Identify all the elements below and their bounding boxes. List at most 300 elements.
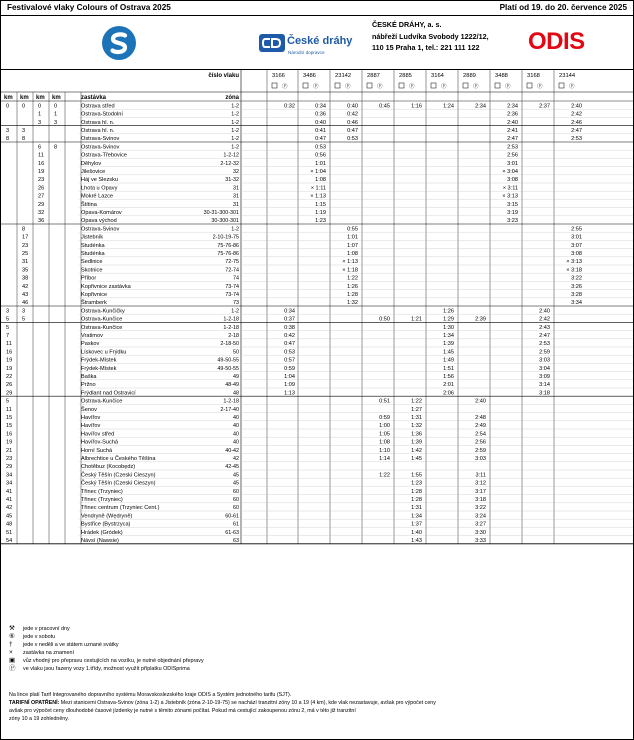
hammers-icon: ⚒ [9, 625, 15, 632]
tariff-note-line4: zóny 10 a 19 zohledněny. [9, 716, 69, 722]
legend-item [9, 633, 204, 641]
km-value: 42 [6, 505, 13, 512]
stop-name: Ostrava hl. n. [81, 119, 115, 126]
legend-item [9, 657, 204, 665]
km-value: 3 [6, 128, 10, 134]
zone-value: 48-49 [225, 382, 239, 389]
stop-name: Štramberk [81, 300, 107, 307]
departure-time: 2:47 [539, 333, 550, 339]
stop-name: Lhota u Opavy [81, 185, 118, 192]
km-value: 38 [22, 275, 29, 282]
class1-icon: Ⓟ [569, 84, 575, 90]
legend-text: vůz vhodný pro přepravu cestujících na vozíku, je nutné objednání přepravy [23, 658, 204, 664]
departure-time: 3:33 [475, 538, 486, 544]
stop-name: Sedlnice [81, 259, 103, 266]
departure-time: 1:14 [379, 456, 390, 462]
stop-name: Skotnice [81, 267, 103, 274]
class1-icon: Ⓟ [377, 84, 383, 90]
stop-name: Český Těšín (Czeski Cieszyn) [81, 472, 156, 479]
wheelchair-icon [527, 83, 532, 88]
class1-icon: Ⓟ [313, 84, 319, 90]
km-value: 6 [38, 144, 42, 151]
legend [9, 625, 204, 673]
train-number: 2885 [399, 73, 412, 79]
zone-value: 2-18 [228, 333, 239, 339]
departure-time: 3:19 [507, 210, 518, 216]
stop-name: Třinec (Trzyniec) [81, 488, 123, 495]
stop-name: Vratimov [81, 333, 103, 339]
departure-time: 2:47 [507, 136, 518, 143]
departure-time: × 1:11 [310, 185, 326, 192]
zone-value: 73 [233, 300, 239, 307]
zone-value: 1-2 [231, 128, 239, 134]
stop-name: Ostrava-Kunčice [81, 398, 123, 405]
departure-time: 0:40 [315, 119, 326, 126]
km-value: 46 [22, 300, 29, 307]
zone-value: 31 [233, 193, 239, 200]
stop-name: Hrádek (Gródek) [81, 529, 123, 536]
departure-time: 1:05 [379, 431, 390, 438]
departure-time: 2:43 [539, 324, 550, 331]
km-value: 36 [38, 218, 45, 225]
departure-time: 3:03 [539, 357, 550, 364]
km-value: 45 [6, 513, 13, 520]
departure-time: 1:08 [315, 177, 326, 184]
zone-value: 72-75 [225, 259, 239, 266]
departure-time: 1:43 [411, 538, 422, 544]
departure-time: 0:42 [347, 111, 358, 118]
stop-name: Bystřice (Bystrzyca) [81, 521, 131, 528]
km-header: km [52, 95, 61, 101]
stop-name: Ostrava-Třebovice [81, 152, 128, 159]
km-value: 5 [6, 316, 10, 323]
zone-value: 31 [233, 185, 239, 192]
departure-time: 2:56 [475, 439, 486, 446]
legend-item [9, 649, 204, 657]
km-value: 29 [38, 201, 45, 208]
km-value: 11 [38, 152, 44, 159]
stop-name: Havířov [81, 423, 101, 430]
departure-time: 1:32 [411, 423, 422, 430]
departure-time: 1:36 [411, 431, 422, 438]
stop-name: Paskov [81, 341, 100, 348]
zone-value: 1-2-18 [223, 324, 239, 331]
zone-value: 2-17-40 [220, 406, 239, 413]
departure-time: 2:55 [571, 226, 582, 233]
km-value: 5 [6, 398, 10, 405]
departure-time: 0:47 [284, 341, 295, 348]
departure-time: 1:31 [411, 505, 422, 512]
legend-text: jede v neděli a ve státem uznané svátky [23, 642, 119, 648]
stop-name: Kopřivnice [81, 292, 108, 298]
departure-time: 1:13 [284, 390, 295, 397]
departure-time: 0:50 [379, 316, 390, 323]
tariff-note [9, 691, 625, 723]
departure-time: 1:28 [411, 497, 422, 503]
stop-name: Ostrava-Svinov [81, 226, 120, 233]
wheelchair-icon [303, 83, 308, 88]
km-value: 11 [6, 406, 12, 413]
wheelchair-icon [463, 83, 468, 88]
departure-time: 1:08 [379, 439, 390, 446]
departure-time: 2:39 [475, 316, 486, 323]
class1-icon: Ⓟ [505, 84, 511, 90]
class1-icon: Ⓟ [537, 84, 543, 90]
timetable-grid [1, 70, 633, 618]
km-value: 5 [6, 324, 10, 331]
stop-name: Havířov [81, 415, 101, 421]
stop-name: Třinec (Trzyniec) [81, 497, 123, 503]
train-number: 3488 [495, 73, 508, 79]
stop-name: Frýdlant nad Ostravicí [81, 390, 136, 397]
departure-time: 1:26 [347, 283, 358, 290]
departure-time: 3:22 [571, 275, 582, 282]
km-value: 7 [6, 333, 10, 339]
departure-time: 3:26 [571, 283, 582, 290]
departure-time: × 1:13 [310, 193, 326, 200]
departure-time: 0:53 [315, 144, 326, 151]
departure-time: 2:36 [507, 111, 518, 118]
stop-name: Příbor [81, 275, 97, 282]
km-value: 19 [38, 169, 45, 175]
departure-time: 3:18 [475, 497, 486, 503]
departure-time: 2:46 [571, 119, 582, 126]
departure-time: 0:38 [284, 324, 295, 331]
km-value: 22 [6, 374, 13, 380]
departure-time: 3:04 [539, 365, 550, 372]
class1-icon: Ⓟ [473, 84, 479, 90]
departure-time: 1:23 [315, 218, 326, 225]
zone-value: 42-45 [225, 464, 239, 471]
zone-value: 2-12-32 [220, 160, 239, 167]
zone-value: 1-2-12 [223, 152, 239, 159]
zone-value: 40-42 [225, 447, 239, 454]
departure-time: 2:56 [507, 152, 518, 159]
km-value: 0 [38, 103, 42, 110]
wheelchair-icon [495, 83, 500, 88]
departure-time: × 1:18 [342, 267, 358, 274]
departure-time: 2:40 [571, 103, 582, 110]
validity-text: Platí od 19. do 20. července 2025 [499, 3, 627, 12]
cd-logo-icon [259, 34, 285, 52]
departure-time: 0:34 [315, 103, 326, 110]
carrier-name: ČESKÉ DRÁHY, a. s. [372, 20, 442, 29]
zone-value: 1-2 [231, 144, 239, 151]
zone-value: 32 [233, 169, 239, 175]
departure-time: 3:23 [507, 218, 518, 225]
departure-time: 3:14 [539, 382, 550, 389]
departure-time: 0:53 [347, 136, 358, 143]
departure-time: 3:15 [507, 201, 518, 208]
km-value: 11 [6, 341, 12, 348]
departure-time: 3:30 [475, 529, 486, 536]
departure-time: 1:31 [411, 415, 422, 421]
odis-logo: ODIS [528, 28, 585, 55]
zone-value: 40 [233, 415, 239, 421]
departure-time: 1:40 [411, 529, 422, 536]
departure-time: × 1:13 [342, 259, 358, 266]
departure-time: 1:34 [443, 333, 454, 339]
departure-time: 1:56 [443, 374, 454, 380]
stop-name: Háj ve Slezsku [81, 177, 118, 184]
km-value: 26 [6, 382, 13, 389]
km-value: 15 [6, 423, 13, 430]
departure-time: 1:01 [315, 160, 326, 167]
km-value: 23 [38, 177, 45, 184]
train-number: 23144 [559, 73, 576, 79]
departure-time: 0:59 [379, 415, 390, 421]
km-value: 29 [6, 390, 13, 397]
km-header: km [36, 95, 45, 101]
legend-item [9, 665, 204, 673]
departure-time: 1:51 [443, 365, 454, 372]
s-train-logo-icon [101, 25, 137, 61]
class1-icon: Ⓟ [345, 84, 351, 90]
wheelchair-icon [399, 83, 404, 88]
departure-time: 0:55 [347, 226, 358, 233]
departure-time: 1:45 [411, 456, 422, 462]
departure-time: 2:37 [539, 103, 550, 110]
zone-value: 1-2-18 [223, 316, 239, 323]
departure-time: 1:37 [411, 521, 422, 528]
zone-value: 31-32 [225, 177, 239, 184]
zone-value: 60 [233, 497, 239, 503]
km-value: 42 [22, 283, 29, 290]
stop-name: Opava východ [81, 218, 117, 225]
zone-value: 1-2 [231, 226, 239, 233]
departure-time: 1:00 [379, 423, 390, 430]
departure-time: × 3:11 [502, 185, 518, 192]
carrier-city: 110 15 Praha 1, tel.: 221 111 122 [372, 43, 480, 52]
departure-time: 1:07 [347, 242, 358, 249]
km-value: 27 [38, 193, 45, 200]
wheelchair-icon: Ⓟ [9, 665, 16, 672]
stop-name: Studénka [81, 242, 105, 249]
departure-time: 2:53 [539, 341, 550, 348]
stop-name: Ostrava-Kunčičky [81, 308, 125, 315]
train-number: 2887 [367, 73, 380, 79]
zone-value: 63 [233, 538, 239, 544]
km-value: 8 [22, 136, 26, 143]
legend-item [9, 625, 204, 633]
zone-value: 61 [233, 521, 239, 528]
departure-time: 2:34 [507, 103, 518, 110]
km-value: 41 [6, 488, 13, 495]
departure-time: 3:28 [571, 292, 582, 298]
km-value: 32 [38, 210, 45, 216]
legend-text: ve vlaku jsou řazeny vozy 1.třídy, možnost využít příplatku ODISprima [23, 666, 190, 672]
saturday-icon: ⑥ [9, 633, 15, 640]
zone-value: 1-2-18 [223, 398, 239, 405]
departure-time: 1:55 [411, 472, 422, 479]
departure-time: 1:30 [443, 324, 454, 331]
departure-time: 3:07 [571, 242, 582, 249]
km-value: 19 [6, 439, 13, 446]
zone-value: 50 [233, 349, 239, 356]
zone-value: 60-61 [225, 513, 239, 520]
km-header: km [20, 95, 29, 101]
departure-time: 2:34 [475, 103, 486, 110]
departure-time: 1:22 [379, 472, 390, 479]
zone-value: 75-76-86 [217, 251, 239, 257]
km-value: 17 [22, 234, 29, 241]
zone-value: 30-31-300-301 [203, 210, 239, 216]
train-number: 3164 [431, 73, 444, 79]
stop-name: Lískovec u Frýdku [81, 349, 127, 356]
stop-name: Český Těšín (Czeski Cieszyn) [81, 480, 156, 487]
departure-time: 0:37 [284, 316, 295, 323]
stop-name: Jistebník [81, 234, 104, 241]
zone-value: 40 [233, 423, 239, 430]
tariff-note-line3: avšak pro výpočet ceny dlouhodobé časové jízdenky je nutné s těmito zónami počítat. Pokud má cestující zakoupenou zónu 2, má v této již tranzitní [9, 708, 356, 714]
km-value: 23 [6, 456, 13, 462]
departure-time: 1:08 [347, 251, 358, 257]
zone-value: 48 [233, 390, 239, 397]
km-value: 35 [22, 267, 29, 274]
stop-name: Chotěbuz (Kocobędz) [81, 464, 136, 471]
stop-name: Děhylov [81, 160, 102, 167]
departure-time: 1:39 [411, 439, 422, 446]
km-value: 48 [6, 521, 13, 528]
tariff-note-line1: Na lince platí Tarif Integrovaného dopravního systému Moravskoslezského kraje ODIS a Systém jednotného tarifu (SJT). [9, 692, 292, 698]
stop-name: Vendryně (Wędryně) [81, 513, 133, 520]
stop-name: Ostrava hl. n. [81, 128, 115, 134]
km-value: 16 [6, 349, 13, 356]
km-value: 0 [54, 103, 58, 110]
departure-time: × 3:13 [502, 193, 518, 200]
class1-icon: Ⓟ [441, 84, 447, 90]
stop-name: Ostrava-Kunčice [81, 316, 123, 323]
wheelchair-icon [272, 83, 277, 88]
km-value: 3 [22, 308, 26, 315]
stop-name: Pržno [81, 382, 96, 389]
train-number: 23142 [335, 73, 352, 79]
zone-value: 73-74 [225, 292, 239, 298]
legend-text: jede v pracovní dny [23, 626, 70, 632]
departure-time: 1:28 [347, 292, 358, 298]
cross-icon: † [9, 641, 13, 648]
km-value: 8 [6, 136, 10, 143]
departure-time: 1:42 [411, 447, 422, 454]
zone-value: 1-2 [231, 308, 239, 315]
tariff-note-heading: TARIFNÍ OPATŘENÍ: [9, 700, 60, 706]
km-value: 0 [6, 103, 10, 110]
departure-time: 3:11 [475, 472, 486, 479]
departure-time: 2:53 [571, 136, 582, 143]
class1-icon: Ⓟ [282, 84, 288, 90]
departure-time: 3:22 [475, 505, 486, 512]
stop-header: zastávka [81, 95, 107, 101]
legend-text: jede v sobotu [23, 634, 56, 640]
km-value: 3 [22, 128, 26, 134]
zone-value: 49-50-55 [217, 365, 239, 372]
departure-time: 1:29 [443, 316, 454, 323]
km-value: 31 [22, 259, 29, 266]
departure-time: 1:15 [315, 201, 326, 208]
km-value: 51 [6, 529, 13, 536]
departure-time: 1:27 [411, 406, 422, 413]
departure-time: 3:08 [507, 177, 518, 184]
departure-time: 0:53 [284, 349, 295, 356]
legend-text: zastávka na znamení [23, 650, 74, 656]
departure-time: × 3:18 [566, 267, 582, 274]
km-value: 15 [6, 415, 13, 421]
departure-time: 0:41 [315, 128, 326, 134]
timetable-title: Festivalové vlaky Colours of Ostrava 2025 [7, 3, 171, 12]
stop-name: Havířov-Suchá [81, 439, 118, 446]
stop-name: Baška [81, 374, 97, 380]
stop-name: Ostrava-Svinov [81, 136, 120, 143]
zone-value: 2-10-19-75 [212, 234, 239, 241]
departure-time: 0:40 [347, 103, 358, 110]
km-value: 29 [6, 464, 13, 471]
departure-time: 1:22 [411, 398, 422, 405]
departure-time: 2:41 [507, 128, 518, 134]
request-stop-icon: × [9, 649, 13, 656]
km-value: 0 [22, 103, 26, 110]
zone-value: 60 [233, 505, 239, 512]
km-value: 34 [6, 480, 13, 487]
train-number: 3486 [303, 73, 316, 79]
km-value: 34 [6, 472, 13, 479]
zone-value: 73-74 [225, 283, 239, 290]
zone-value: 49-50-55 [217, 357, 239, 364]
zone-value: 40 [233, 439, 239, 446]
zone-value: 75-76-86 [217, 242, 239, 249]
stop-name: Ostrava-Svinov [81, 144, 120, 151]
wheelchair-icon [367, 83, 372, 88]
cd-logo-subtitle: Národní dopravce [288, 50, 325, 55]
departure-time: 2:01 [443, 382, 454, 389]
departure-time: 1:22 [347, 275, 358, 282]
departure-time: 0:51 [379, 398, 390, 405]
stop-name: Havířov střed [81, 431, 115, 438]
zone-value: 60 [233, 488, 239, 495]
km-value: 23 [22, 242, 29, 249]
departure-time: 1:04 [284, 374, 295, 380]
km-value: 8 [54, 144, 58, 151]
km-value: 1 [54, 111, 58, 118]
departure-time: 1:01 [347, 234, 358, 241]
zone-value: 30-300-301 [211, 218, 239, 225]
stop-name: Třinec centrum (Trzyniec Cent.) [81, 505, 160, 512]
departure-time: 3:09 [539, 374, 550, 380]
departure-time: 1:32 [347, 300, 358, 307]
departure-time: 2:59 [539, 349, 550, 356]
departure-time: 1:26 [443, 308, 454, 315]
stop-name: Mokré Lazce [81, 193, 114, 200]
departure-time: × 1:04 [310, 169, 326, 175]
departure-time: 1:09 [284, 382, 295, 389]
departure-time: 1:49 [443, 357, 454, 364]
stop-name: Frýdek-Místek [81, 357, 117, 364]
zone-value: 2-18-50 [220, 341, 239, 348]
stop-name: Albrechtice u Českého Těšína [81, 456, 156, 462]
departure-time: 2:54 [475, 431, 486, 438]
zone-value: 42 [233, 456, 239, 462]
km-value: 3 [38, 119, 42, 126]
page-header [1, 1, 633, 16]
zone-value: 49 [233, 374, 239, 380]
stop-name: Ostrava střed [81, 103, 115, 110]
departure-time: 3:34 [571, 300, 582, 307]
departure-time: 0:36 [315, 111, 326, 118]
km-value: 8 [22, 226, 26, 233]
km-value: 43 [22, 292, 29, 298]
departure-time: 0:46 [347, 119, 358, 126]
km-value: 5 [22, 316, 26, 323]
km-value: 3 [6, 308, 10, 315]
